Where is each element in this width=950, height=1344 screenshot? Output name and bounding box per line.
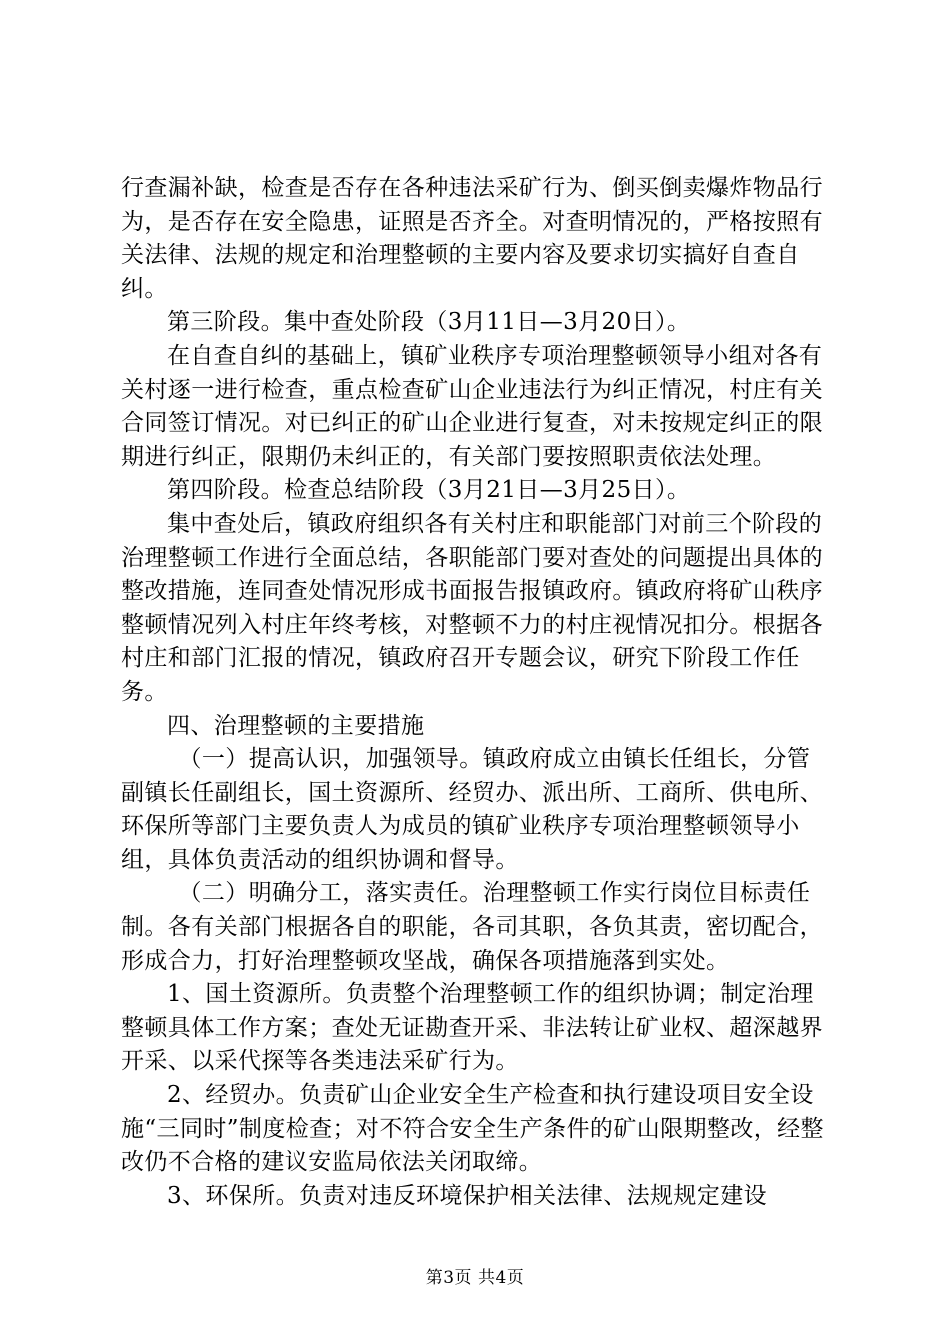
section-heading-measures: 四、治理整顿的主要措施	[167, 712, 425, 739]
document-body	[121, 172, 831, 1213]
page-number-label: 第3页 共4页	[425, 1268, 525, 1288]
paragraph-phase-four-body: 集中查处后，镇政府组织各有关村庄和职能部门对前三个阶段的治理整顿工作进行全面总结，各职能部门要对查处的问题提出具体的整改措施，连同查处情况形成书面报告报镇政府。镇政府将矿山秩序整顿情况列入村庄年终考核，对整顿不力的村庄视情况扣分。根据各村庄和部门汇报的情况，镇政府召开专题会议，研究下阶段工作任务。	[121, 510, 823, 705]
paragraph-measure-two: （二）明确分工，落实责任。治理整顿工作实行岗位目标责任制。各有关部门根据各自的职能，各司其职，各负其责，密切配合，形成合力，打好治理整顿攻坚战，确保各项措施落到实处。	[121, 880, 823, 974]
paragraph-environment-office: 3、环保所。负责对违反环境保护相关法律、法规规定建设	[167, 1182, 768, 1209]
paragraph-measure-one: （一）提高认识，加强领导。镇政府成立由镇长任组长，分管副镇长任副组长，国土资源所、经贸办、派出所、工商所、供电所、环保所等部门主要负责人为成员的镇矿业秩序专项治理整顿领导小组，具体负责活动的组织协调和督导。	[121, 746, 823, 873]
paragraph-land-resources: 1、国土资源所。负责整个治理整顿工作的组织协调；制定治理整顿具体工作方案；查处无证勘查开采、非法转让矿业权、超深越界开采、以采代探等各类违法采矿行为。	[121, 981, 823, 1075]
paragraph-self-check-continuation: 行查漏补缺，检查是否存在各种违法采矿行为、倒买倒卖爆炸物品行为，是否存在安全隐患，证照是否齐全。对查明情况的，严格按照有关法律、法规的规定和治理整顿的主要内容及要求切实搞好自查自纠。	[121, 175, 823, 302]
paragraph-phase-three-heading: 第三阶段。集中查处阶段（3月11日—3月20日）。	[167, 309, 691, 336]
page-footer	[0, 1263, 950, 1288]
paragraph-phase-three-body: 在自查自纠的基础上，镇矿业秩序专项治理整顿领导小组对各有关村逐一进行检查，重点检查矿山企业违法行为纠正情况，村庄有关合同签订情况。对已纠正的矿山企业进行复查，对未按规定纠正的限期进行纠正，限期仍未纠正的，有关部门要按照职责依法处理。	[121, 342, 823, 470]
paragraph-phase-four-heading: 第四阶段。检查总结阶段（3月21日—3月25日）。	[167, 477, 691, 504]
paragraph-economic-office: 2、经贸办。负责矿山企业安全生产检查和执行建设项目安全设施“三同时”制度检查；对不符合安全生产条件的矿山限期整改，经整改仍不合格的建议安监局依法关闭取缔。	[121, 1082, 824, 1176]
